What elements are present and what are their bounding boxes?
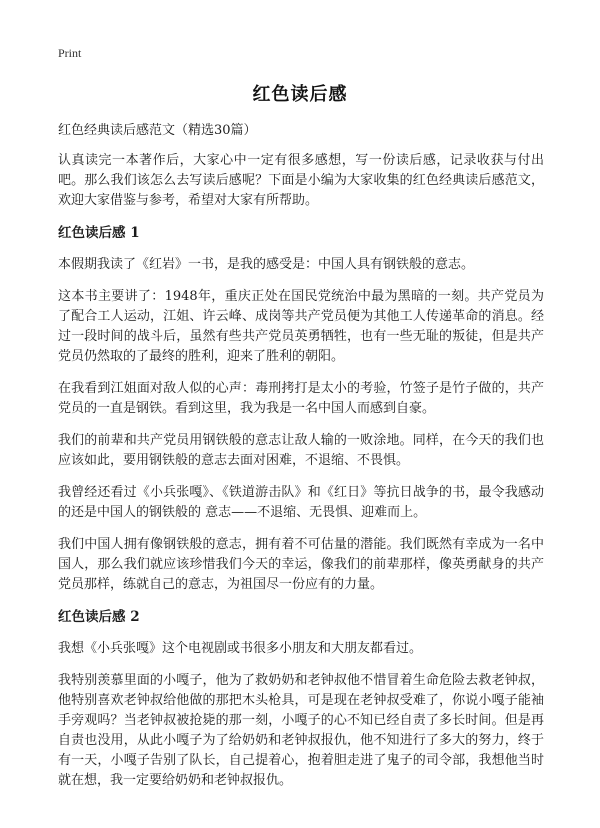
intro-paragraph: 认真读完一本著作后，大家心中一定有很多感想，写一份读后感，记录收获与付出吧。那么我们该怎么去写读后感呢？下面是小编为大家收集的红色经典读后感范文，欢迎大家借鉴与参考，希望对大家有所帮助。 <box>58 153 544 208</box>
article-body <box>58 121 544 803</box>
paragraph: 我们中国人拥有像钢铁般的意志，拥有着不可估量的潜能。我们既然有幸成为一名中国人，那么我们就应该珍惜我们今天的幸运，像我们的前辈那样，像英勇献身的共产党员那样，练就自己的意志，为祖国尽一份应有的力量。 <box>58 537 544 592</box>
section-heading-2: 红色读后感 2 <box>58 609 140 625</box>
print-link[interactable]: Print <box>58 46 82 60</box>
article-subtitle: 红色经典读后感范文（精选30篇） <box>58 123 257 138</box>
paragraph: 我想《小兵张嘎》这个电视剧或书很多小朋友和大朋友都看过。 <box>58 641 423 656</box>
paragraph: 我们的前辈和共产党员用钢铁般的意志让敌人输的一败涂地。同样，在今天的我们也应该如此，要用钢铁般的意志去面对困难，不退缩、不畏惧。 <box>58 433 544 468</box>
paragraph: 这本书主要讲了：1948年，重庆正处在国民党统治中最为黑暗的一刻。共产党员为了配合工人运动，江姐、许云峰、成岗等共产党员便为其他工人传递革命的消息。经过一段时间的战斗后，虽然有些共产党员英勇牺牲，也有一些无耻的叛徒，但是共产党员仍然取的了最终的胜利，迎来了胜利的朝阳。 <box>58 289 544 364</box>
paragraph: 我曾经还看过《小兵张嘎》、《铁道游击队》和《红日》等抗日战争的书，最令我感动的还是中国人的钢铁般的 意志——不退缩、无畏惧、迎难而上。 <box>58 485 544 520</box>
section-heading-1: 红色读后感 1 <box>58 225 140 241</box>
paragraph: 本假期我读了《红岩》一书，是我的感受是：中国人具有钢铁般的意志。 <box>58 257 475 272</box>
paragraph: 我特别羡慕里面的小嘎子，他为了救奶奶和老钟叔他不惜冒着生命危险去救老钟叔，他特别喜欢老钟叔给他做的那把木头枪具，可是现在老钟叔受难了，你说小嘎子能袖手旁观吗？当老钟叔被抢毙的那一刻，小嘎子的心不知已经自责了多长时间。但是再自责也没用，从此小嘎子为了给奶奶和老钟叔报仇，他不知进行了多大的努力，终于有一天，小嘎子告别了队长，自己提着心，抱着胆走进了鬼子的司令部，我想他当时就在想，我一定要给奶奶和老钟叔报仇。 <box>58 673 544 788</box>
paragraph: 在我看到江姐面对敌人似的心声：毒刑拷打是太小的考验，竹签子是竹子做的，共产党员的一直是钢铁。看到这里，我为我是一名中国人而感到自豪。 <box>58 381 544 416</box>
page-title: 红色读后感 <box>252 84 348 105</box>
